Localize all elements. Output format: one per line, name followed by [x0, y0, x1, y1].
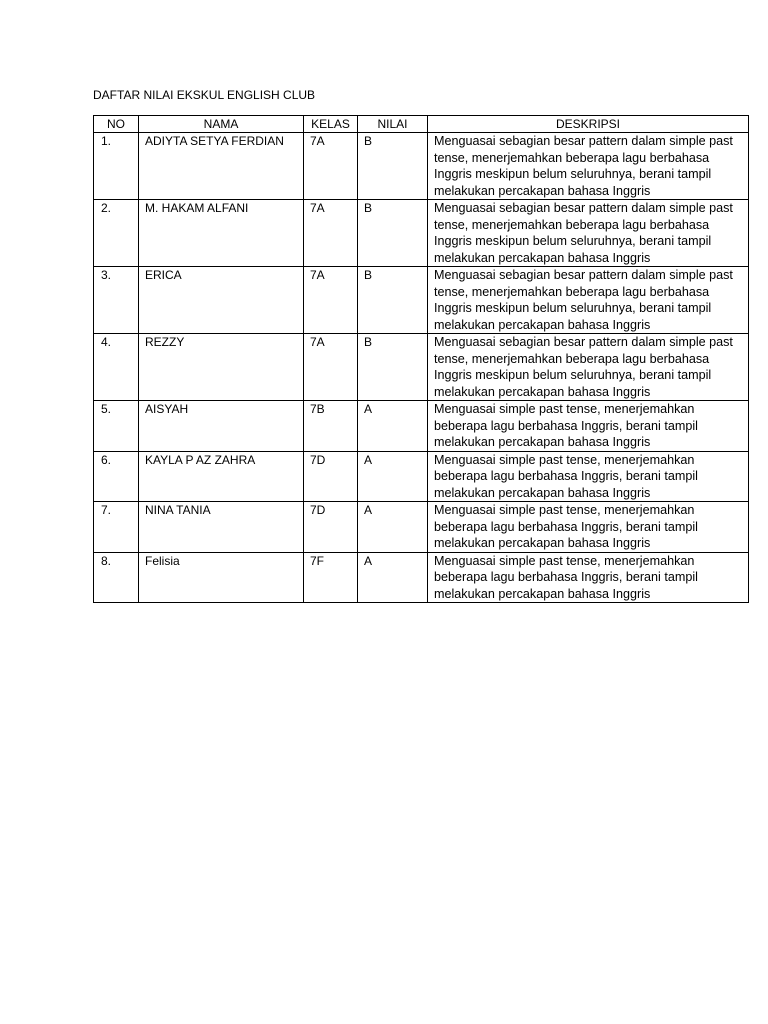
cell-no: 4. — [94, 334, 139, 401]
cell-nilai: B — [358, 200, 428, 267]
cell-nama: ERICA — [139, 267, 304, 334]
table-row — [94, 200, 749, 267]
cell-no: 6. — [94, 451, 139, 502]
cell-nama: NINA TANIA — [139, 502, 304, 553]
cell-nilai: B — [358, 133, 428, 200]
cell-nama: Felisia — [139, 552, 304, 603]
column-header-kelas: KELAS — [304, 116, 358, 133]
table-row — [94, 502, 749, 553]
cell-nilai: A — [358, 552, 428, 603]
table-row — [94, 334, 749, 401]
cell-deskripsi: Menguasai simple past tense, menerjemahkan beberapa lagu berbahasa Inggris, berani tampil melakukan percakapan bahasa Inggris — [428, 502, 749, 553]
cell-kelas: 7A — [304, 267, 358, 334]
cell-deskripsi: Menguasai simple past tense, menerjemahkan beberapa lagu berbahasa Inggris, berani tampil melakukan percakapan bahasa Inggris — [428, 451, 749, 502]
cell-deskripsi: Menguasai sebagian besar pattern dalam simple past tense, menerjemahkan beberapa lagu berbahasa Inggris meskipun belum seluruhnya, berani tampil melakukan percakapan bahasa Inggris — [428, 200, 749, 267]
cell-nilai: A — [358, 401, 428, 452]
cell-deskripsi: Menguasai sebagian besar pattern dalam simple past tense, menerjemahkan beberapa lagu berbahasa Inggris meskipun belum seluruhnya, berani tampil melakukan percakapan bahasa Inggris — [428, 267, 749, 334]
table-row — [94, 451, 749, 502]
cell-nilai: A — [358, 451, 428, 502]
cell-nama: KAYLA P AZ ZAHRA — [139, 451, 304, 502]
cell-kelas: 7A — [304, 133, 358, 200]
column-header-no: NO — [94, 116, 139, 133]
cell-deskripsi: Menguasai sebagian besar pattern dalam simple past tense, menerjemahkan beberapa lagu berbahasa Inggris meskipun belum seluruhnya, berani tampil melakukan percakapan bahasa Inggris — [428, 334, 749, 401]
column-header-deskripsi: DESKRIPSI — [428, 116, 749, 133]
column-header-nilai: NILAI — [358, 116, 428, 133]
column-header-nama: NAMA — [139, 116, 304, 133]
cell-kelas: 7D — [304, 502, 358, 553]
cell-nama: M. HAKAM ALFANI — [139, 200, 304, 267]
cell-deskripsi: Menguasai simple past tense, menerjemahkan beberapa lagu berbahasa Inggris, berani tampil melakukan percakapan bahasa Inggris — [428, 552, 749, 603]
cell-kelas: 7F — [304, 552, 358, 603]
grades-table — [93, 115, 749, 603]
cell-no: 5. — [94, 401, 139, 452]
cell-nama: ADIYTA SETYA FERDIAN — [139, 133, 304, 200]
page-title: DAFTAR NILAI EKSKUL ENGLISH CLUB — [93, 88, 316, 102]
cell-kelas: 7A — [304, 334, 358, 401]
cell-deskripsi: Menguasai sebagian besar pattern dalam simple past tense, menerjemahkan beberapa lagu berbahasa Inggris meskipun belum seluruhnya, berani tampil melakukan percakapan bahasa Inggris — [428, 133, 749, 200]
cell-deskripsi: Menguasai simple past tense, menerjemahkan beberapa lagu berbahasa Inggris, berani tampil melakukan percakapan bahasa Inggris — [428, 401, 749, 452]
cell-nilai: A — [358, 502, 428, 553]
cell-no: 2. — [94, 200, 139, 267]
cell-nama: REZZY — [139, 334, 304, 401]
cell-kelas: 7D — [304, 451, 358, 502]
table-header-row — [94, 116, 749, 133]
cell-nilai: B — [358, 334, 428, 401]
table-row — [94, 552, 749, 603]
cell-kelas: 7B — [304, 401, 358, 452]
cell-kelas: 7A — [304, 200, 358, 267]
cell-no: 1. — [94, 133, 139, 200]
table-row — [94, 133, 749, 200]
table-row — [94, 401, 749, 452]
cell-nama: AISYAH — [139, 401, 304, 452]
cell-no: 7. — [94, 502, 139, 553]
cell-no: 8. — [94, 552, 139, 603]
cell-nilai: B — [358, 267, 428, 334]
cell-no: 3. — [94, 267, 139, 334]
table-row — [94, 267, 749, 334]
